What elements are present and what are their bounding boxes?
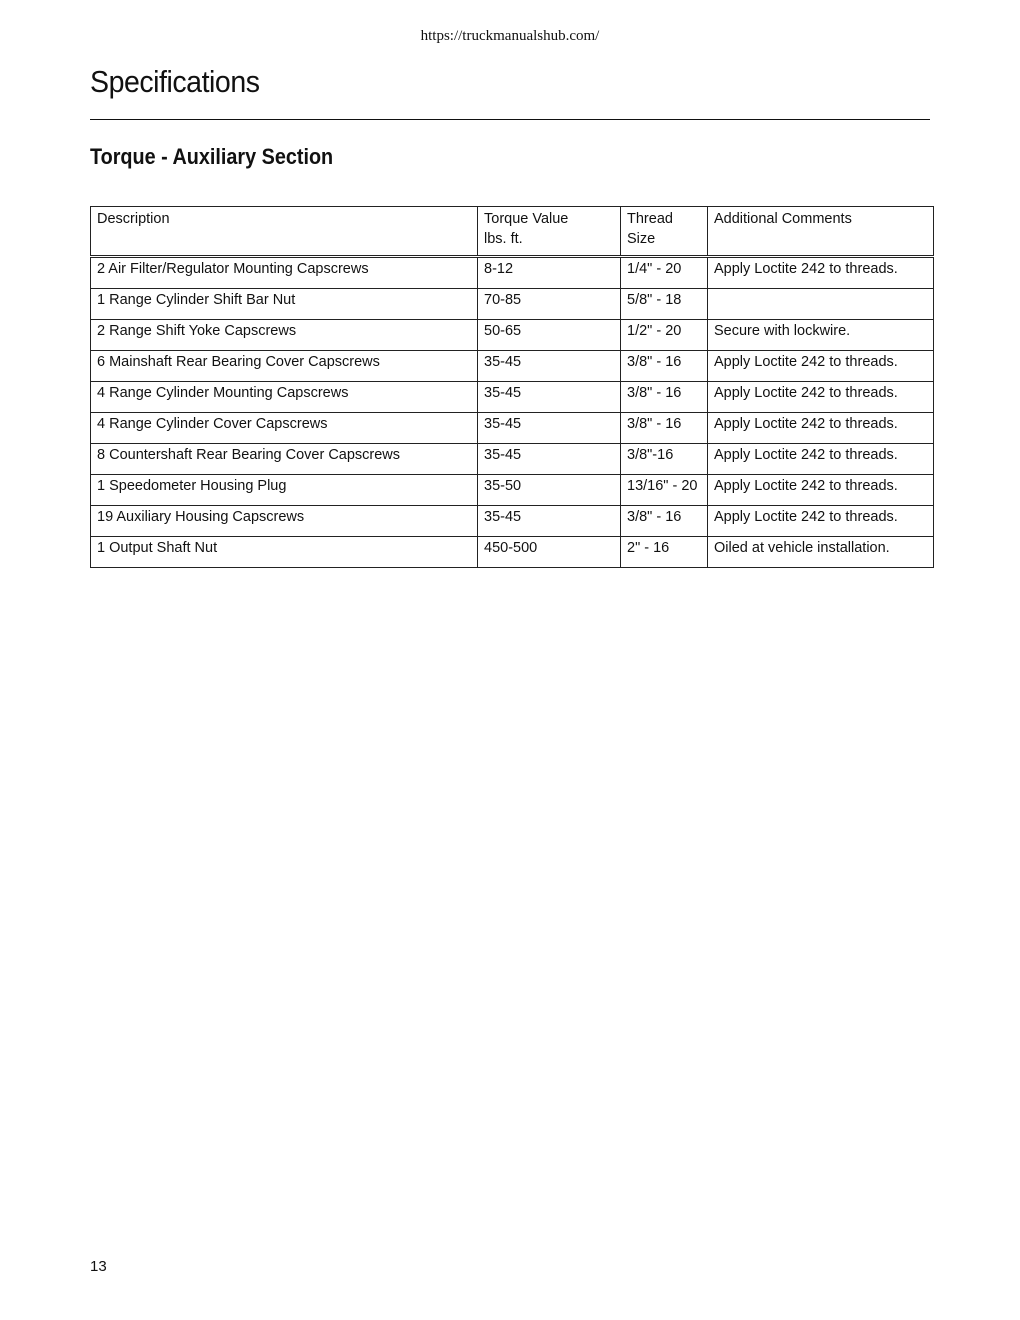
cell-torque: 35-45 [478, 351, 621, 382]
header-description-label: Description [97, 211, 170, 227]
cell-thread: 2" - 16 [621, 537, 708, 568]
table-row [91, 257, 934, 289]
table-row [91, 537, 934, 568]
header-torque-unit: lbs. ft. [484, 231, 523, 247]
torque-spec-table [90, 206, 934, 568]
cell-description: 4 Range Cylinder Cover Capscrews [91, 413, 478, 444]
table-body [91, 257, 934, 568]
header-torque-label: Torque Value [484, 211, 569, 227]
cell-description: 8 Countershaft Rear Bearing Cover Capscrews [91, 444, 478, 475]
cell-description: 2 Range Shift Yoke Capscrews [91, 320, 478, 351]
header-additional-comments [708, 207, 934, 257]
header-thread-label-2: Size [627, 231, 656, 247]
cell-description: 2 Air Filter/Regulator Mounting Capscrews [91, 257, 478, 289]
cell-thread: 3/8" - 16 [621, 506, 708, 537]
header-torque-value [478, 207, 621, 257]
cell-comments: Oiled at vehicle installation. [708, 537, 934, 568]
cell-comments: Apply Loctite 242 to threads. [708, 257, 934, 289]
header-thread-label: Thread [627, 211, 673, 227]
cell-torque: 35-50 [478, 475, 621, 506]
cell-comments: Apply Loctite 242 to threads. [708, 413, 934, 444]
table-row [91, 351, 934, 382]
cell-thread: 13/16" - 20 [621, 475, 708, 506]
table-row [91, 506, 934, 537]
cell-description: 4 Range Cylinder Mounting Capscrews [91, 382, 478, 413]
cell-description: 1 Output Shaft Nut [91, 537, 478, 568]
cell-comments: Apply Loctite 242 to threads. [708, 382, 934, 413]
cell-torque: 8-12 [478, 257, 621, 289]
cell-thread: 3/8" - 16 [621, 382, 708, 413]
table-row [91, 320, 934, 351]
page-title: Specifications [90, 64, 260, 99]
cell-comments: Apply Loctite 242 to threads. [708, 506, 934, 537]
cell-torque: 35-45 [478, 413, 621, 444]
table-header [91, 207, 934, 257]
cell-description: 1 Speedometer Housing Plug [91, 475, 478, 506]
cell-thread: 5/8" - 18 [621, 289, 708, 320]
cell-torque: 35-45 [478, 506, 621, 537]
cell-thread: 1/4" - 20 [621, 257, 708, 289]
title-divider [90, 119, 930, 120]
cell-comments: Secure with lockwire. [708, 320, 934, 351]
header-thread-size [621, 207, 708, 257]
cell-comments: Apply Loctite 242 to threads. [708, 444, 934, 475]
cell-comments [708, 289, 934, 320]
table-row [91, 413, 934, 444]
table-row [91, 382, 934, 413]
table-header-row [91, 207, 934, 257]
cell-thread: 3/8" - 16 [621, 413, 708, 444]
cell-description: 6 Mainshaft Rear Bearing Cover Capscrews [91, 351, 478, 382]
table-row [91, 444, 934, 475]
cell-thread: 3/8"-16 [621, 444, 708, 475]
cell-torque: 70-85 [478, 289, 621, 320]
cell-thread: 3/8" - 16 [621, 351, 708, 382]
table-row [91, 475, 934, 506]
cell-comments: Apply Loctite 242 to threads. [708, 351, 934, 382]
table-row [91, 289, 934, 320]
cell-torque: 50-65 [478, 320, 621, 351]
section-title: Torque - Auxiliary Section [90, 144, 334, 169]
source-url: https://truckmanualshub.com/ [420, 28, 600, 44]
cell-description: 19 Auxiliary Housing Capscrews [91, 506, 478, 537]
cell-torque: 450-500 [478, 537, 621, 568]
cell-description: 1 Range Cylinder Shift Bar Nut [91, 289, 478, 320]
cell-comments: Apply Loctite 242 to threads. [708, 475, 934, 506]
page-number: 13 [90, 1258, 107, 1275]
header-description [91, 207, 478, 257]
cell-torque: 35-45 [478, 444, 621, 475]
cell-torque: 35-45 [478, 382, 621, 413]
header-comments-label: Additional Comments [714, 211, 852, 227]
cell-thread: 1/2" - 20 [621, 320, 708, 351]
